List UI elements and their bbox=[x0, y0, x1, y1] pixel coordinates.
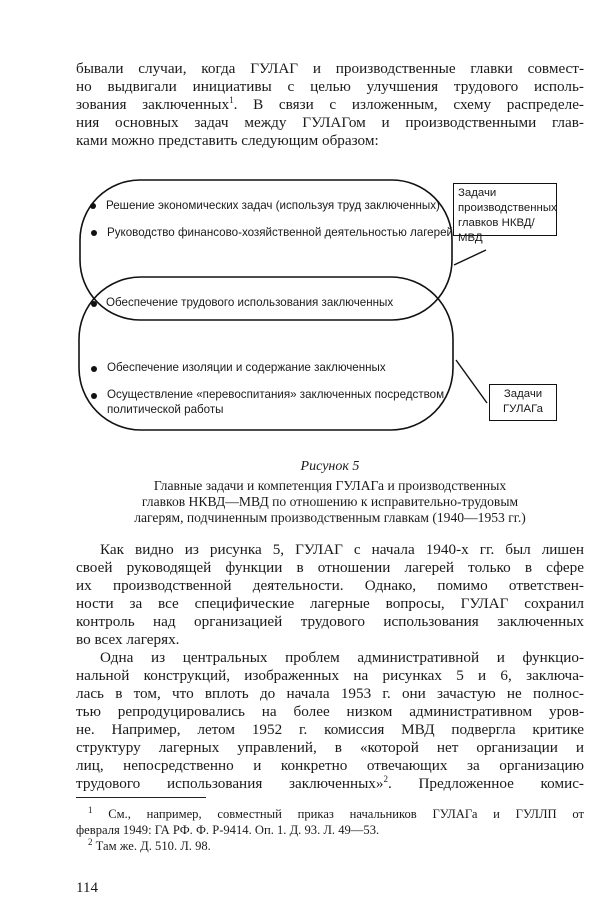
text-line: их производственной деятельности. Однако, помимо ответствен- bbox=[76, 577, 584, 594]
text-line: ния основных задач между ГУЛАГом и производственными глав- bbox=[76, 114, 584, 131]
bullet-icon bbox=[91, 230, 97, 236]
footnote-1-continued: февраля 1949: ГА РФ. Ф. Р-9414. Оп. 1. Д. 93. Л. 49—53. bbox=[76, 823, 380, 837]
text-line: но выдвигали инициативы с целью улучшения трудового исполь- bbox=[76, 78, 584, 95]
text-line: нальной конструкций, изображенных на рисунках 5 и 6, заключа- bbox=[76, 667, 584, 684]
footnote-ref[interactable]: 2 bbox=[383, 773, 388, 784]
caption-line: главков НКВД—МВД по отношению к исправительно-трудовым bbox=[141, 494, 519, 509]
diagram-item-continued: политической работы bbox=[107, 403, 224, 416]
text-line: Как видно из рисунка 5, ГУЛАГ с начала 1940-х гг. был лишен bbox=[100, 541, 584, 558]
gulag-tasks-label: Задачи ГУЛАГа bbox=[489, 384, 557, 421]
text-line: во всех лагерях. bbox=[76, 631, 180, 648]
text-line: контроль над организацией трудового использования заключенных bbox=[76, 613, 584, 630]
text-line: зования заключенных$^1$. В связи с изложенным, схему распределе- bbox=[76, 94, 584, 113]
connector-line-production bbox=[454, 250, 486, 265]
footnote-divider-line bbox=[76, 797, 206, 798]
bullet-icon bbox=[91, 301, 97, 307]
caption-line: Главные задачи и компетенция ГУЛАГа и производственных bbox=[153, 478, 507, 493]
bullet-icon bbox=[91, 393, 97, 399]
bullet-icon bbox=[91, 366, 97, 372]
footnote-2: $^2$ Там же. Д. 510. Л. 98. bbox=[88, 836, 211, 853]
text-line: трудового использования заключенных»$^2$. Предложенное комис- bbox=[76, 773, 584, 792]
diagram-item: Обеспечение изоляции и содержание заключенных bbox=[107, 361, 386, 374]
page-number: 114 bbox=[76, 880, 98, 896]
diagram-item-shared: Обеспечение трудового использования заключенных bbox=[106, 296, 394, 309]
diagram-item: Решение экономических задач (используя труд заключенных) bbox=[106, 199, 440, 212]
bullet-icon bbox=[90, 203, 96, 209]
text-line: ности за все специфические лагерные вопросы, ГУЛАГ сохранил bbox=[76, 595, 584, 612]
diagram-item: Руководство финансово-хозяйственной деятельностью лагерей bbox=[107, 226, 454, 239]
production-tasks-label: Задачи производственных главков НКВД/МВД bbox=[453, 183, 557, 236]
text-line: Одна из центральных проблем административной и функцио- bbox=[100, 649, 584, 666]
text-line: ками можно представить следующим образом: bbox=[76, 132, 379, 149]
caption-line: лагерям, подчиненным производственным главкам (1940—1953 гг.) bbox=[134, 510, 526, 525]
text-line: своей руководящей функции в отношении лагерей только в сфере bbox=[76, 559, 584, 576]
footnote-1: $^1$ См., например, совместный приказ начальников ГУЛАГа и ГУЛЛП от bbox=[88, 804, 584, 821]
diagram-item: Осуществление «перевоспитания» заключенных посредством bbox=[107, 388, 445, 401]
text-line: тью репродуцировались на более низком административном уров- bbox=[76, 703, 584, 720]
text-line: структуру лагерных управлений, в «которой нет организации и bbox=[76, 739, 584, 756]
connector-line-gulag bbox=[456, 360, 487, 403]
text-line: бывали случаи, когда ГУЛАГ и производственные главки совмест- bbox=[76, 60, 584, 77]
footnote-ref[interactable]: 1 bbox=[229, 94, 234, 105]
text-line: не. Например, летом 1952 г. комиссия МВД подвергла критике bbox=[76, 721, 584, 738]
figure-number: Рисунок 5 bbox=[300, 459, 360, 474]
text-line: лась в том, что вплоть до начала 1953 г. они зачастую не полнос- bbox=[76, 685, 584, 702]
text-line: лиц, непосредственно и конкретно отвечающих за организацию bbox=[76, 757, 584, 774]
